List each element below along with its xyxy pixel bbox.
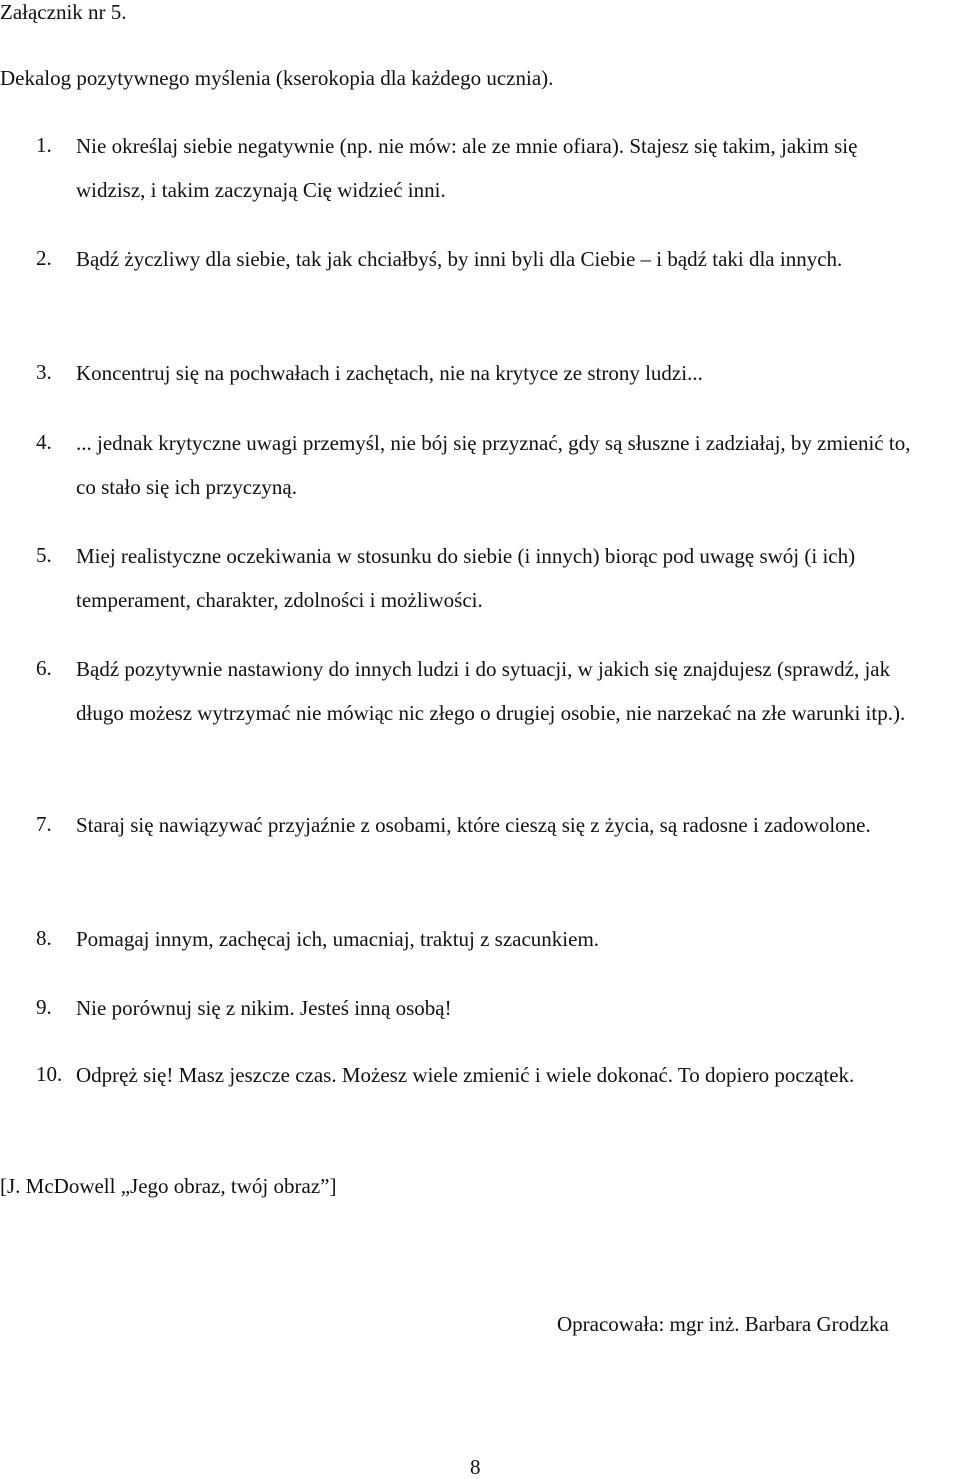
list-item-text: Odpręż się! Masz jeszcze czas. Możesz wiele zmienić i wiele dokonać. To dopiero początek.: [76, 1063, 855, 1087]
author-signature: Opracowała: mgr inż. Barbara Grodzka: [557, 1312, 889, 1336]
list-item-number: 6.: [36, 656, 52, 680]
list-item-text: Miej realistyczne oczekiwania w stosunku do siebie (i innych) biorąc pod uwagę swój (i ich) temperament, charakter, zdolności i możliwości.: [76, 544, 856, 612]
list-item-number: 10.: [36, 1062, 63, 1086]
list-item-text: Bądź życzliwy dla siebie, tak jak chciałbyś, by inni byli dla Ciebie – i bądź taki dla innych.: [76, 247, 843, 271]
citation: [J. McDowell „Jego obraz, twój obraz”]: [0, 1174, 337, 1198]
page-number: 8: [470, 1455, 481, 1479]
annex-title: Załącznik nr 5.: [0, 0, 127, 24]
list-item-text: Nie określaj siebie negatywnie (np. nie mów: ale ze mnie ofiara). Stajesz się takim, jakim się widzisz, i takim zaczynają Cię widzieć inni.: [76, 134, 858, 202]
list-item-text: Staraj się nawiązywać przyjaźnie z osobami, które cieszą się z życia, są radosne i zadowolone.: [76, 813, 871, 837]
list-item-number: 7.: [36, 812, 52, 836]
list-item-text: Pomagaj innym, zachęcaj ich, umacniaj, traktuj z szacunkiem.: [76, 927, 600, 951]
list-item-text: Koncentruj się na pochwałach i zachętach, nie na krytyce ze strony ludzi...: [76, 361, 703, 385]
list-item-number: 5.: [36, 543, 52, 567]
list-item-number: 3.: [36, 360, 52, 384]
list-item-number: 1.: [36, 133, 52, 157]
list-item-number: 2.: [36, 246, 52, 270]
list-item-number: 4.: [36, 430, 52, 454]
document-heading: Dekalog pozytywnego myślenia (kserokopia dla każdego ucznia).: [0, 66, 554, 90]
list-item-number: 8.: [36, 926, 52, 950]
list-item-text: Bądź pozytywnie nastawiony do innych ludzi i do sytuacji, w jakich się znajdujesz (sprawdź, jak długo możesz wytrzymać nie mówiąc nic złego o drugiej osobie, nie narzekać na złe warunki itp.).: [76, 657, 906, 725]
list-item-text: ... jednak krytyczne uwagi przemyśl, nie bój się przyznać, gdy są słuszne i zadziałaj, by zmienić to, co stało się ich przyczyną.: [76, 431, 911, 499]
list-item-number: 9.: [36, 995, 52, 1019]
list-item-text: Nie porównuj się z nikim. Jesteś inną osobą!: [76, 996, 452, 1020]
